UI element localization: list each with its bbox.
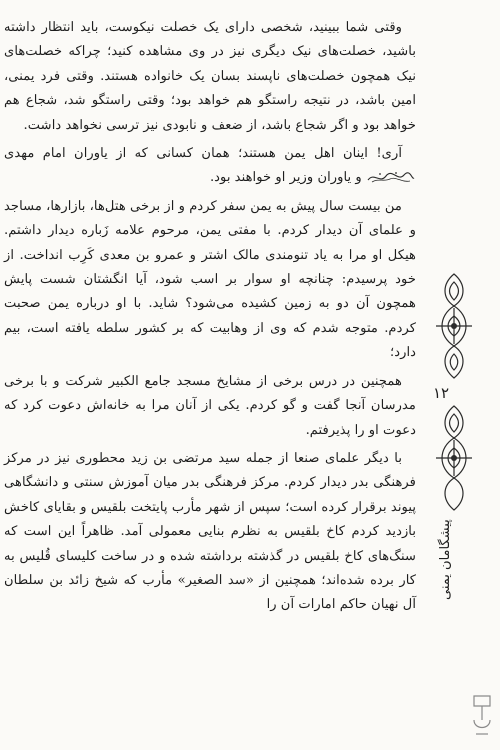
ornament-top-icon [430,272,478,382]
honorific-seal-icon [366,170,416,186]
running-book-title: پیشگامان یمنی [438,519,453,601]
ornament-bottom-icon [430,404,478,514]
paragraph-4: همچنین در درس برخی از مشایخ مسجد جامع الکبیر شرکت و با برخی مدرسان آنجا گفت و گو کردم. یکی از آنان مرا به خانه‌اش دعوت کرد که دعوت او را پذیرفتم. [4,373,416,438]
paragraph-2-part-2: و یاوران وزیر او خواهند بود. [209,170,362,186]
body-text [4,16,416,618]
watermark-logo-icon [468,690,496,740]
paragraph-5: با دیگر علمای صنعا از جمله سید مرتضی بن زید محطوری نیز در مرکز فرهنگی بدر دیدار کردم. مرکز فرهنگی بدر میان آموزش سنتی و دانشگاهی پیوند برقرار کرده است؛ سپس از شهر مأرب پایتخت بلقیس و بقایای کاخش بازدید کردم کاخ بلقیس به نظرم بنایی معمولی آمد. ظاهراً این است که سنگ‌های کاخ بلقیس در گذشته برداشته شده و در ساخت کلیسای قُلیس به کار برده شده‌اند؛ همچنین از «سد الصغیر» مأرب که شیخ زائد بن سلطان آل نهیان حاکم امارات آن را [4,450,416,613]
paragraph-2 [4,142,416,191]
paragraph-3: من بیست سال پیش به یمن سفر کردم و از برخی هتل‌ها، بازارها، مساجد و علمای آن دیدار کردم. با مفتی یمن، مرحوم علامه زَباره دیدار داشتم. هیکل او مرا به یاد تنومندی مالک اشتر و عمرو بن معدی کَرِب انداخت. از خود پرسیدم: چنانچه او سوار بر اسب شود، آیا انگشتان شست پایش همچون آن دو به زمین کشیده می‌شود؟ شاید. با او درباره یمن صحبت کردم. متوجه شدم که وی از وهابیت که بر کشور سلطه یافته است، بیم دارد؛ [4,198,416,361]
paragraph-1: وقتی شما ببینید، شخصی دارای یک خصلت نیکوست، باید انتظار داشته باشید، خصلت‌های نیک دیگری نیز در وی مشاهده کنید؛ چراکه خصلت‌های نیک همچون خصلت‌های ناپسند بسان یک خانواده هستند. وقتی فرد یمنی، امین باشد، در نتیجه راستگو هم خواهد بود؛ وقتی راستگو شد، شجاع هم خواهد بود و اگر شجاع باشد، از ضعف و نابودی نیز ترسی نخواهد داشت. [4,20,416,133]
page-number: ۱۲ [432,384,450,402]
paragraph-2-part-1: آری! اینان اهل یمن هستند؛ همان کسانی که از یاوران امام مهدی [4,146,402,162]
